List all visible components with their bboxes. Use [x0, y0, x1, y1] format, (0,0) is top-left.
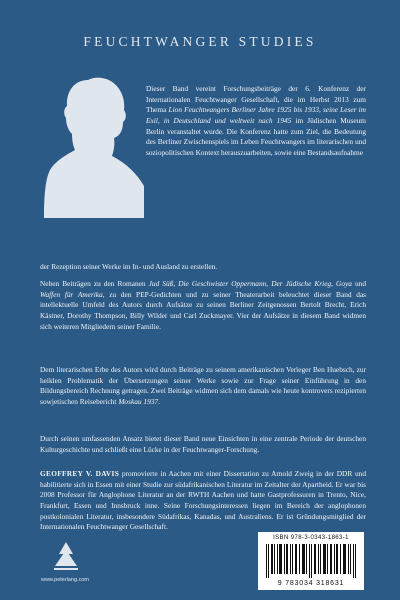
p2-text-a: Neben Beiträgen zu den Romanen: [40, 279, 149, 288]
p2-text-c: und: [351, 279, 367, 288]
peter-lang-logo-icon: [44, 540, 88, 576]
author-name: GEOFFREY V. DAVIS: [40, 469, 120, 478]
paragraph-novels: [40, 279, 366, 332]
series-title: FEUCHTWANGER STUDIES: [83, 34, 317, 49]
p3-text-a: Dem literarischen Erbe des Autors wird durch Beiträge zu seinem amerikanischen Verleger Ben Huebsch, zur heiklen Problematik der Übersetzungen seiner Werke sowie zur Frage seiner Einführung in den Bildungsbereich Rechnung getragen. Zwei Beiträge widmen sich dem damals wie heute kontrovers rezipierten sowjetischen Reisebericht: [40, 365, 366, 406]
isbn-digits: 9 783034 318631: [277, 580, 345, 587]
author-silhouette-icon: [44, 68, 144, 218]
intro-text-1: Dieser Band vereint Forschungsbeiträge der 6. Konferenz der Internationalen Feuchtwanger Gesellschaft, die im Herbst 2013 zum Thema: [146, 84, 366, 115]
author-bio-text: promovierte in Aachen mit einer Dissertation zu Arnold Zweig in der DDR und habilitierte sich in Essen mit einer Studie zur südafrikanischen Literatur im Zeitalter der Apartheid. Er war bis 2008 Professor für Anglophone Literatur an der RWTH Aachen und hatte Gastprofessuren in Trento, Nice, Frankfurt, Essen und Innsbruck inne. Seine Forschungsinteressen liegen im Bereich der anglophonen postkolonialen Literatur, insbesondere Südafrikas, Kanadas, und Australiens. Er ist Gründungsmitglied der Internationalen Feuchtwanger Gesellschaft.: [40, 469, 366, 532]
p2-novel-waffen: Waffen für Amerika: [40, 289, 103, 299]
barcode-bars: [264, 544, 358, 578]
p3-moskau: Moskau 1937: [118, 396, 159, 406]
p2-novels: Jud Süß, Die Geschwister Oppermann, Der Jüdische Krieg, Goya: [148, 279, 352, 288]
conference-theme: Lion Feuchtwangers Berliner Jahre 1925 bis 1933, seine Leser im Exil, in Deutschland und weltweit nach 1945: [146, 105, 366, 125]
paragraph-summary: Durch seinen umfassenden Ansatz bietet dieser Band neue Einsichten in eine zentrale Periode der deutschen Kulturgeschichte und schließt eine Lücke in der Feuchtwanger-Forschung.: [40, 434, 366, 454]
isbn-label: ISBN 978-3-0343-1863-1: [273, 535, 349, 541]
p2-text-e: , zu den PEP-Gedichten und zu seiner Theaterarbeit beleuchtet dieser Band das intellektuelle Umfeld des Autors durch Aufsätze zu seinen Berliner Zeitgenossen Bertolt Brecht, Erich Kästner, Dorothy Thompson, Billy Wilder und Carl Zuckmayer. Vier der Aufsätze in diesem Band widmen sich weiteren Mitgliedern seiner Familie.: [40, 289, 366, 331]
intro-last-line: der Rezeption seiner Werke im In- und Ausland zu erstellen.: [40, 262, 218, 271]
publisher-url[interactable]: www.peterlang.com: [41, 577, 89, 583]
isbn-barcode: [258, 532, 364, 590]
intro-text-2: im Jüdischen Museum Berlin veranstaltet wurde. Die Konferenz hatte zum Ziel, die Bedeutung des Berliner Zwischenspiels im Leben Feuchtwangers im literarischen und soziopolitischen Kontext herauszuarbeiten, sowie eine Bestandsaufnahme: [146, 115, 366, 157]
paragraph-legacy: [40, 365, 366, 408]
author-bio: [40, 469, 366, 533]
p3-text-c: .: [158, 396, 160, 406]
intro-paragraph: [146, 84, 366, 158]
